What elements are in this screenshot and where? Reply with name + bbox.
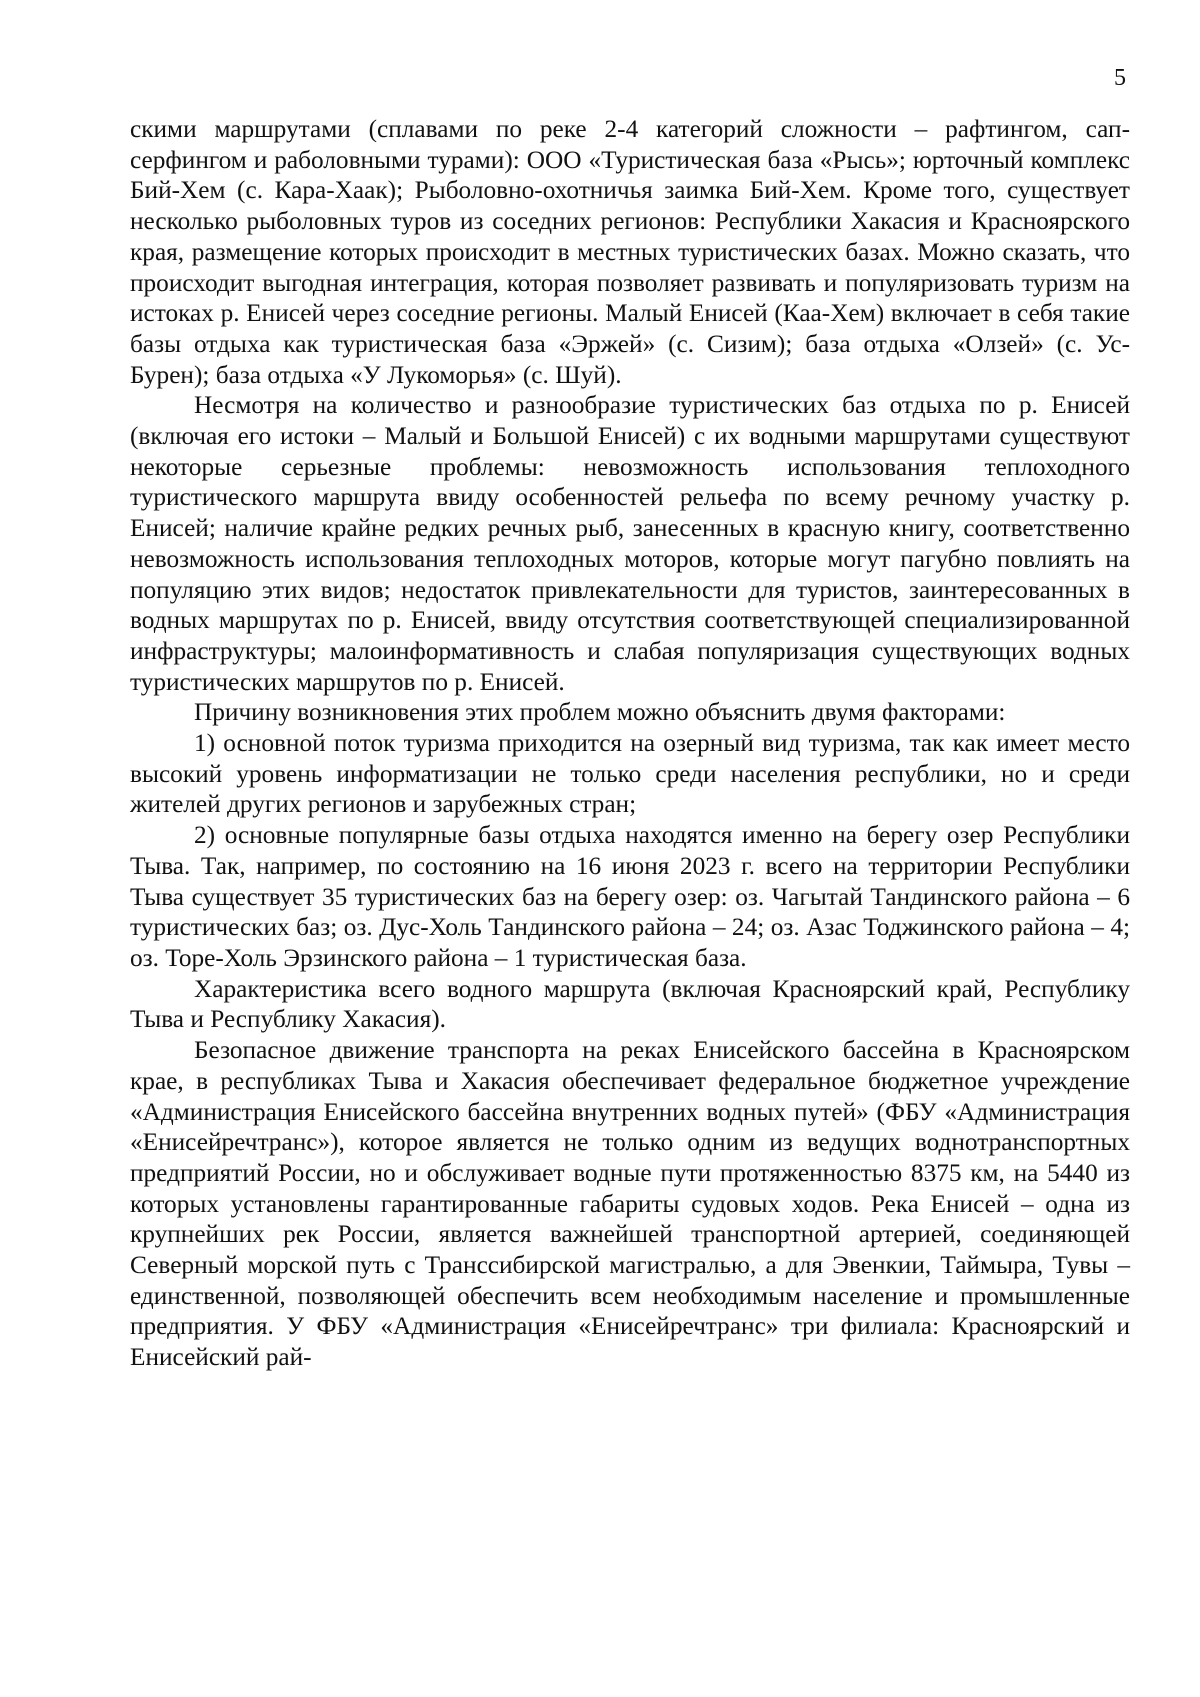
paragraph-cause-1: 1) основной поток туризма приходится на озерный вид туризма, так как имеет место высокий уровень информатизации не только среди населения республики, но и среди жителей других регионов и зарубежных стран;: [130, 729, 1130, 819]
paragraph-cause-2: 2) основные популярные базы отдыха находятся именно на берегу озер Республики Тыва. Так, например, по состоянию на 16 июня 2023 г. всего на территории Республики Тыва существует 35 туристических баз на берегу озер: оз. Чагытай Тандинского района – 6 туристических баз; оз. Дус-Холь Тандинского района – 24; оз. Азас Тоджинского района – 4; оз. Торе-Холь Эрзинского района – 1 туристическая база.: [130, 821, 1130, 972]
page-number: 5: [1114, 65, 1126, 91]
paragraph-route-heading: Характеристика всего водного маршрута (включая Красноярский край, Республику Тыва и Республику Хакасия).: [130, 974, 1130, 1034]
paragraph-causes-intro: Причину возникновения этих проблем можно объяснить двумя факторами:: [194, 698, 1006, 727]
paragraph-safe-transport: Безопасное движение транспорта на реках Енисейского бассейна в Красноярском крае, в республиках Тыва и Хакасия обеспечивает федеральное бюджетное учреждение «Администрация Енисейского бассейна внутренних водных путей» (ФБУ «Администрация «Енисейречтранс»), которое является не только одним из ведущих воднотранспортных предприятий России, но и обслуживает водные пути протяженностью 8375 км, на 5440 из которых установлены гарантированные габариты судовых ходов. Река Енисей – одна из крупнейших рек России, является важнейшей транспортной артерией, соединяющей Северный морской путь с Транссибирской магистралью, а для Эвенкии, Таймыра, Тувы – единственной, позволяющей обеспечить всем необходимым население и промышленные предприятия. У ФБУ «Администрация «Енисейречтранс» три филиала: Красноярский и Енисейский рай-: [130, 1036, 1130, 1372]
body-text: [130, 114, 1130, 1373]
paragraph-problems: Несмотря на количество и разнообразие туристических баз отдыха по р. Енисей (включая его истоки – Малый и Большой Енисей) с их водными маршрутами существуют некоторые серьезные проблемы: невозможность использования теплоходного туристического маршрута ввиду особенностей рельефа по всему речному участку р. Енисей; наличие крайне редких речных рыб, занесенных в красную книгу, соответственно невозможность использования теплоходных моторов, которые могут пагубно повлиять на популяцию этих видов; недостаток привлекательности для туристов, заинтересованных в водных маршрутах по р. Енисей, ввиду отсутствия соответствующей специализированной инфраструктуры; малоинформативность и слабая популяризация существующих водных туристических маршрутов по р. Енисей.: [130, 391, 1130, 696]
paragraph-continuation: скими маршрутами (сплавами по реке 2-4 категорий сложности – рафтингом, сап-серфингом и раболовными турами): ООО «Туристическая база «Рысь»; юрточный комплекс Бий-Хем (с. Кара-Хаак); Рыболовно-охотничья заимка Бий-Хем. Кроме того, существует несколько рыболовных туров из соседних регионов: Республики Хакасия и Красноярского края, размещение которых происходит в местных туристических базах. Можно сказать, что происходит выгодная интеграция, которая позволяет развивать и популяризовать туризм на истоках р. Енисей через соседние регионы. Малый Енисей (Каа-Хем) включает в себя такие базы отдыха как туристическая база «Эржей» (с. Сизим); база отдыха «Олзей» (с. Ус-Бурен); база отдыха «У Лукоморья» (с. Шуй).: [130, 115, 1130, 389]
